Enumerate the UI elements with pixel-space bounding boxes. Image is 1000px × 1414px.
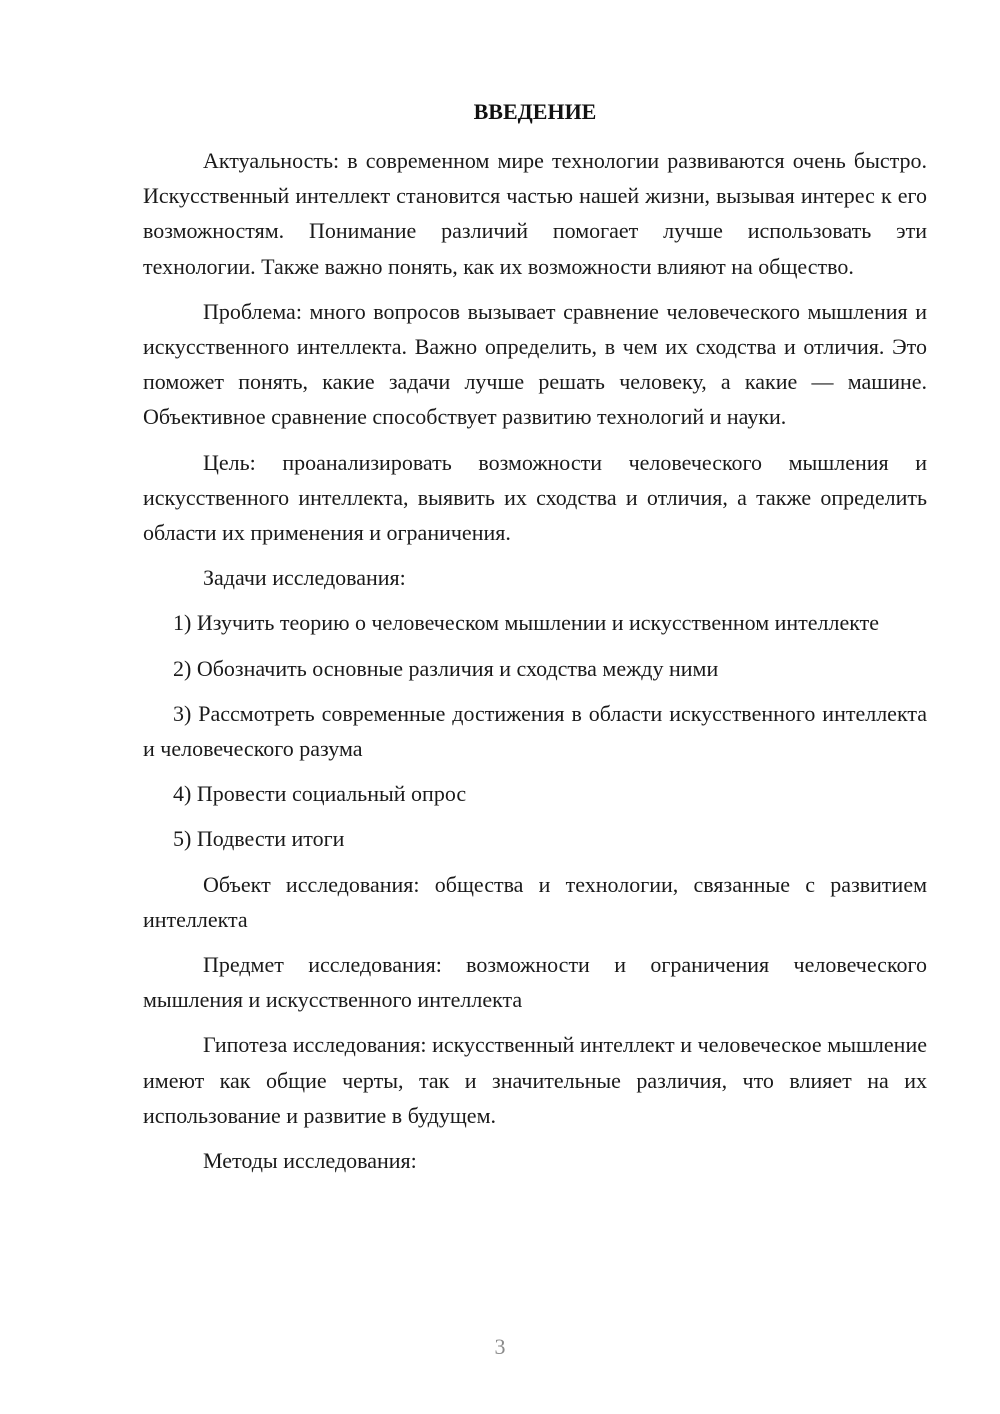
task-item-1: 1) Изучить теорию о человеческом мышлении и искусственном интеллекте (173, 610, 880, 636)
relevance-paragraph: Актуальность: в современном мире технологии развиваются очень быстро. Искусственный интеллект становится частью нашей жизни, вызывая интерес к его возможностям. Понимание различий помогает лучше использовать эти технологии. Также важно понять, как их возможности влияют на общество. (143, 148, 927, 279)
hypothesis-paragraph: Гипотеза исследования: искусственный интеллект и человеческое мышление имеют как общие черты, так и значительные различия, что влияет на их использование и развитие в будущем. (143, 1032, 927, 1128)
research-subject-paragraph: Предмет исследования: возможности и ограничения человеческого мышления и искусственного интеллекта (143, 952, 927, 1013)
task-item-5: 5) Подвести итоги (173, 826, 345, 852)
task-item-3: 3) Рассмотреть современные достижения в области искусственного интеллекта и человеческого разума (143, 700, 927, 762)
task-item-4: 4) Провести социальный опрос (173, 781, 467, 807)
research-object-paragraph: Объект исследования: общества и технологии, связанные с развитием интеллекта (143, 871, 927, 932)
section-title: ВВЕДЕНИЕ (473, 99, 597, 124)
page-number: 3 (494, 1334, 506, 1359)
tasks-heading: Задачи исследования: (203, 565, 406, 591)
task-item-2: 2) Обозначить основные различия и сходства между ними (173, 655, 719, 681)
methods-heading: Методы исследования: (203, 1148, 417, 1174)
page-body (143, 94, 927, 1188)
goal-paragraph: Цель: проанализировать возможности человеческого мышления и искусственного интеллекта, выявить их сходства и отличия, а также определить области их применения и ограничения. (143, 449, 927, 546)
problem-paragraph: Проблема: много вопросов вызывает сравнение человеческого мышления и искусственного интеллекта. Важно определить, в чем их сходства и отличия. Это поможет понять, какие задачи лучше решать человеку, а какие — машине. Объективное сравнение способствует развитию технологий и науки. (143, 298, 927, 430)
